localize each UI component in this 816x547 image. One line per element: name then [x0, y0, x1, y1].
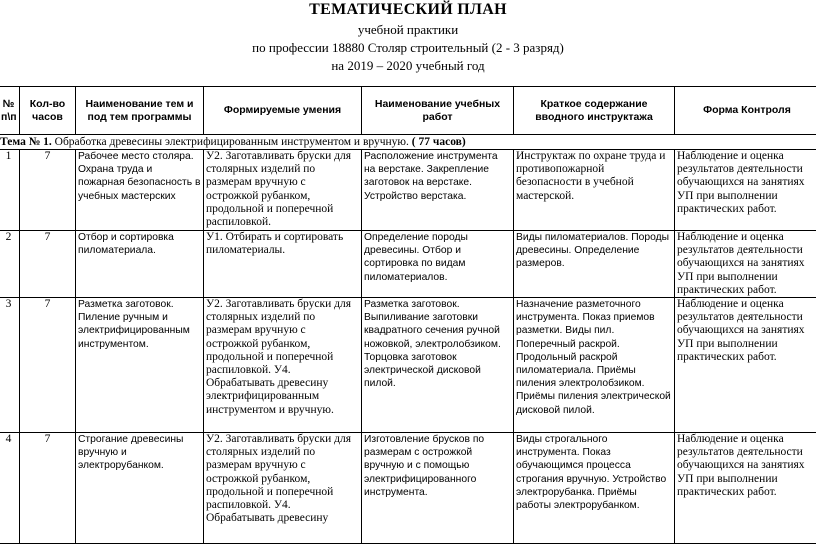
row-control: Наблюдение и оценка результатов деятельности обучающихся на занятиях УП при выполнении практических работ. — [675, 231, 816, 298]
table-row — [0, 150, 816, 231]
row-skills: У2. Заготавливать бруски для столярных изделий по размерам вручную с острожкой рубанком, продольной и поперечной распиловкой. У4. Обрабатывать древесину — [204, 433, 362, 544]
table-row — [0, 433, 816, 544]
row-hours: 7 — [20, 298, 76, 433]
document-subtitle-profession: по профессии 18880 Столяр строительный (2 - 3 разряд) — [252, 40, 564, 55]
column-header-hours: Кол-во часов — [20, 87, 76, 135]
row-topic: Отбор и сортировка пиломатериала. — [76, 231, 204, 298]
row-works: Изготовление брусков по размерам с острожкой вручную и с помощью электрифицированного инструмента. — [362, 433, 514, 544]
table-row — [0, 231, 816, 298]
row-num: 3 — [0, 298, 20, 433]
table-header-row — [0, 87, 816, 135]
row-works: Разметка заготовок. Выпиливание заготовки квадратного сечения ручной ножовкой, электролобзиком. Торцовка заготовок электрической дисковой пилой. — [362, 298, 514, 433]
row-hours: 7 — [20, 231, 76, 298]
column-header-briefing: Краткое содержание вводного инструктажа — [514, 87, 675, 135]
row-skills: У2. Заготавливать бруски для столярных изделий по размерам вручную с острожкой рубанком, продольной и поперечной распиловкой. — [204, 150, 362, 231]
row-num: 1 — [0, 150, 20, 231]
column-header-topic: Наименование тем и под тем программы — [76, 87, 204, 135]
theme-cell — [0, 135, 816, 150]
row-skills: У2. Заготавливать бруски для столярных изделий по размерам вручную с острожкой рубанком, продольной и поперечной распиловкой. У4. Обрабатывать древесину электрифицированным инструментом и вручную. — [204, 298, 362, 433]
theme-text: Обработка древесины электрифицированным инструментом и вручную. — [51, 136, 412, 148]
row-works: Расположение инструмента на верстаке. Закрепление заготовок на верстаке. Устройство верстака. — [362, 150, 514, 231]
theme-hours: ( 77 часов) — [411, 136, 466, 148]
row-topic: Строгание древесины вручную и электрорубанком. — [76, 433, 204, 544]
row-topic: Рабочее место столяра. Охрана труда и пожарная безопасность в учебных мастерских — [76, 150, 204, 231]
row-num: 2 — [0, 231, 20, 298]
row-briefing: Виды пиломатериалов. Породы древесины. Определение размеров. — [514, 231, 675, 298]
document-subtitle-practice: учебной практики — [357, 22, 459, 37]
thematic-plan-table — [0, 86, 816, 544]
row-control: Наблюдение и оценка результатов деятельности обучающихся на занятиях УП при выполнении практических работ. — [675, 298, 816, 433]
row-hours: 7 — [20, 433, 76, 544]
theme-row — [0, 135, 816, 150]
document-title: ТЕМАТИЧЕСКИЙ ПЛАН — [309, 1, 507, 18]
document-subtitle-year: на 2019 – 2020 учебный год — [331, 58, 485, 73]
column-header-control: Форма Контроля — [675, 87, 816, 135]
row-control: Наблюдение и оценка результатов деятельности обучающихся на занятиях УП при выполнении практических работ. — [675, 150, 816, 231]
theme-label: Тема № 1. — [0, 136, 52, 148]
row-briefing: Виды строгального инструмента. Показ обучающимся процесса строгания вручную. Устройство электрорубанка. Приёмы работы электрорубанком. — [514, 433, 675, 544]
column-header-num: № п\п — [0, 87, 20, 135]
row-works: Определение породы древесины. Отбор и сортировка по видам пиломатериалов. — [362, 231, 514, 298]
column-header-skills: Формируемые умения — [204, 87, 362, 135]
row-skills: У1. Отбирать и сортировать пиломатериалы. — [204, 231, 362, 298]
row-hours: 7 — [20, 150, 76, 231]
row-num: 4 — [0, 433, 20, 544]
row-control: Наблюдение и оценка результатов деятельности обучающихся на занятиях УП при выполнении практических работ. — [675, 433, 816, 544]
row-briefing: Инструктаж по охране труда и противопожарной безопасности в учебной мастерской. — [514, 150, 675, 231]
column-header-works: Наименование учебных работ — [362, 87, 514, 135]
row-briefing: Назначение разметочного инструмента. Показ приемов разметки. Виды пил. Поперечный раскрой. Продольный раскрой пиломатериала. Приёмы пиления электролобзиком. Приёмы пиления электрической дисковой пилой. — [514, 298, 675, 433]
row-topic: Разметка заготовок. Пиление ручным и электрифицированным инструментом. — [76, 298, 204, 433]
table-row — [0, 298, 816, 433]
